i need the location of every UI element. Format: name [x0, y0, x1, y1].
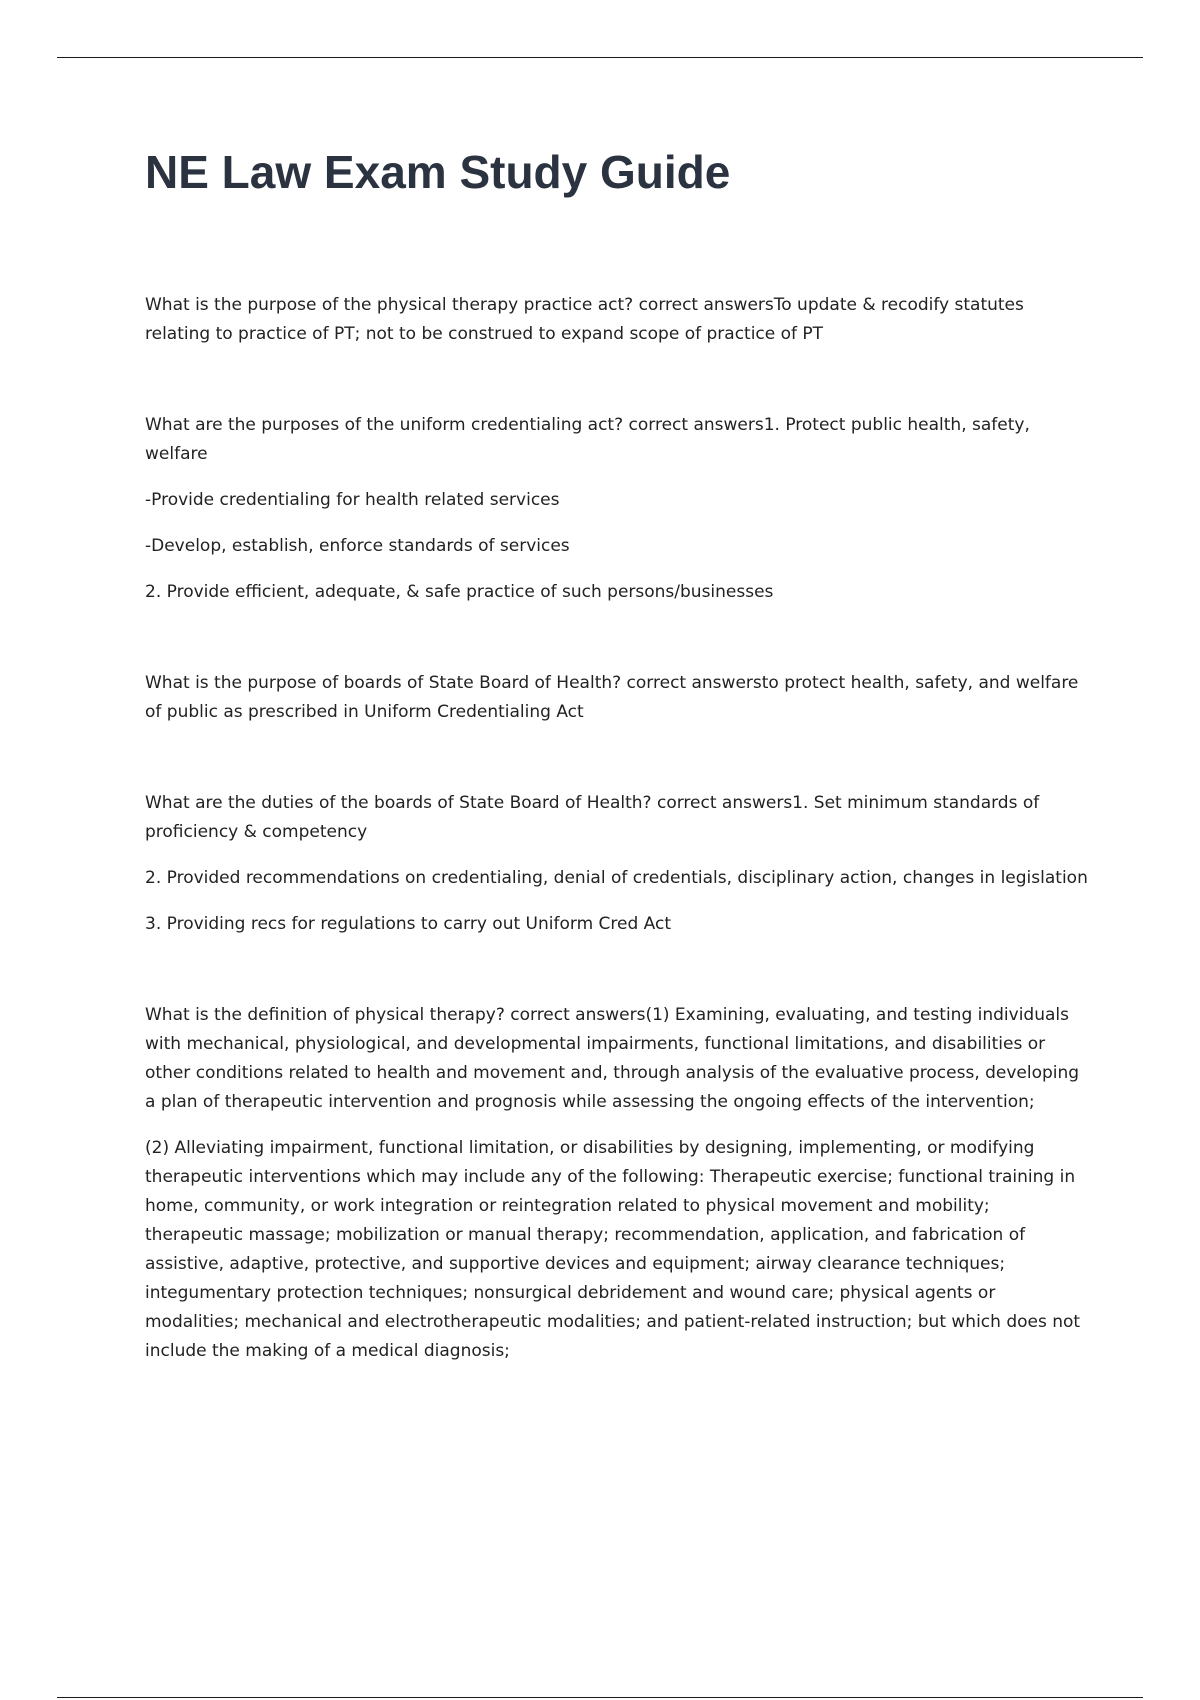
qa-item-board-purpose — [145, 669, 1090, 727]
qa-paragraph: 2. Provided recommendations on credentialing, denial of credentials, disciplinary action, changes in legislation — [145, 868, 1088, 888]
page-title: NE Law Exam Study Guide — [145, 146, 731, 198]
qa-paragraph: What is the definition of physical therapy? correct answers(1) Examining, evaluating, and testing individuals with mechanical, physiological, and developmental impairments, functional limitations, and disabilities or other conditions related to health and movement and, through analysis of the evaluative process, developing a plan of therapeutic intervention and prognosis while assessing the ongoing effects of the intervention; — [145, 1005, 1080, 1112]
qa-paragraph: What is the purpose of boards of State Board of Health? correct answersto protect health, safety, and welfare of public as prescribed in Uniform Credentialing Act — [145, 673, 1079, 722]
qa-item-credentialing-act-purposes — [145, 411, 1090, 607]
qa-item-board-duties — [145, 789, 1090, 939]
qa-paragraph: 3. Providing recs for regulations to carry out Uniform Cred Act — [145, 914, 672, 934]
qa-paragraph: What are the purposes of the uniform credentialing act? correct answers1. Protect public health, safety, welfare — [145, 415, 1030, 464]
qa-paragraph: What is the purpose of the physical therapy practice act? correct answersTo update & recodify statutes relating to practice of PT; not to be construed to expand scope of practice of PT — [145, 295, 1024, 344]
bottom-divider — [57, 1697, 1143, 1698]
qa-paragraph: -Provide credentialing for health related services — [145, 490, 560, 510]
qa-item-practice-act-purpose — [145, 291, 1090, 349]
qa-paragraph: 2. Provide efficient, adequate, & safe practice of such persons/businesses — [145, 582, 774, 602]
qa-paragraph: What are the duties of the boards of State Board of Health? correct answers1. Set minimum standards of proficiency & competency — [145, 793, 1040, 842]
qa-paragraph: -Develop, establish, enforce standards of services — [145, 536, 570, 556]
top-divider — [57, 57, 1143, 58]
qa-item-pt-definition — [145, 1001, 1090, 1366]
document-body — [145, 291, 1090, 1428]
qa-paragraph: (2) Alleviating impairment, functional limitation, or disabilities by designing, implementing, or modifying therapeutic interventions which may include any of the following: Therapeutic exercise; functional training in home, community, or work integration or reintegration related to physical movement and mobility; therapeutic massage; mobilization or manual therapy; recommendation, application, and fabrication of assistive, adaptive, protective, and supportive devices and equipment; airway clearance techniques; integumentary protection techniques; nonsurgical debridement and wound care; physical agents or modalities; mechanical and electrotherapeutic modalities; and patient-related instruction; but which does not include the making of a medical diagnosis; — [145, 1138, 1081, 1361]
